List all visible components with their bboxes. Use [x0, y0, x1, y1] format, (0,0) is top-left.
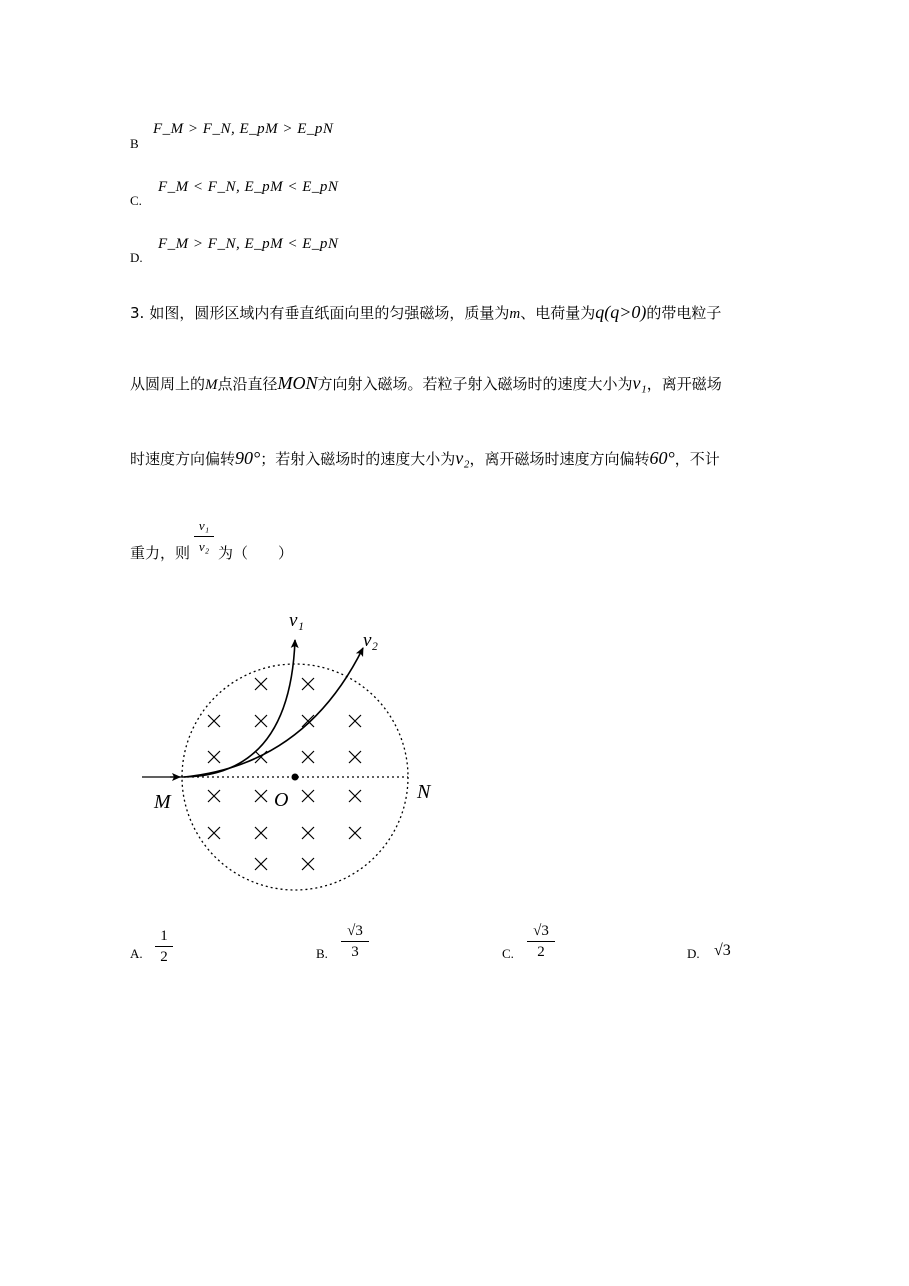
- option-d-expression: F_M > F_N, E_pM < E_pN: [158, 236, 339, 252]
- option-c-label: C.: [130, 193, 142, 208]
- question-line-1: 3. 如图，圆形区域内有垂直纸面向里的匀强磁场，质量为m、电荷量为q(q>0)的带电粒子: [130, 302, 722, 322]
- answer-b-fraction: √3 3: [341, 922, 369, 961]
- question-line-3: 时速度方向偏转90°；若射入磁场时的速度大小为v₂，离开磁场时速度方向偏转60°，不计: [130, 448, 720, 468]
- label-n: N: [417, 781, 431, 803]
- option-d-label: D.: [130, 250, 143, 265]
- label-v1: v₁: [289, 610, 305, 631]
- answer-c-fraction: √3 2: [527, 922, 555, 961]
- label-v2: v₂: [363, 630, 379, 651]
- answer-a-fraction: 1 2: [155, 927, 173, 966]
- question-line-4: 重力，则: [130, 544, 191, 562]
- answer-c-label: C.: [502, 946, 514, 961]
- label-m: M: [154, 791, 171, 813]
- label-o: O: [274, 789, 289, 811]
- option-b-label: B: [130, 136, 139, 151]
- center-point-o: [292, 774, 299, 781]
- option-b-expression: F_M > F_N, E_pM > E_pN: [153, 121, 334, 137]
- trajectory-v2: [184, 648, 363, 777]
- option-c-expression: F_M < F_N, E_pM < E_pN: [158, 179, 339, 195]
- magnetic-field-figure: [140, 600, 450, 900]
- trajectory-v1: [184, 640, 295, 777]
- answer-a-label: A.: [130, 946, 143, 961]
- answer-d-value: √3: [714, 942, 731, 959]
- answer-b-label: B.: [316, 946, 328, 961]
- ratio-fraction: v₁ v₂: [194, 517, 214, 556]
- answer-d-label: D.: [687, 946, 700, 961]
- question-line-2: 从圆周上的M点沿直径MON方向射入磁场。若粒子射入磁场时的速度大小为v₁，离开磁场: [130, 373, 722, 393]
- question-number: 3.: [130, 304, 145, 322]
